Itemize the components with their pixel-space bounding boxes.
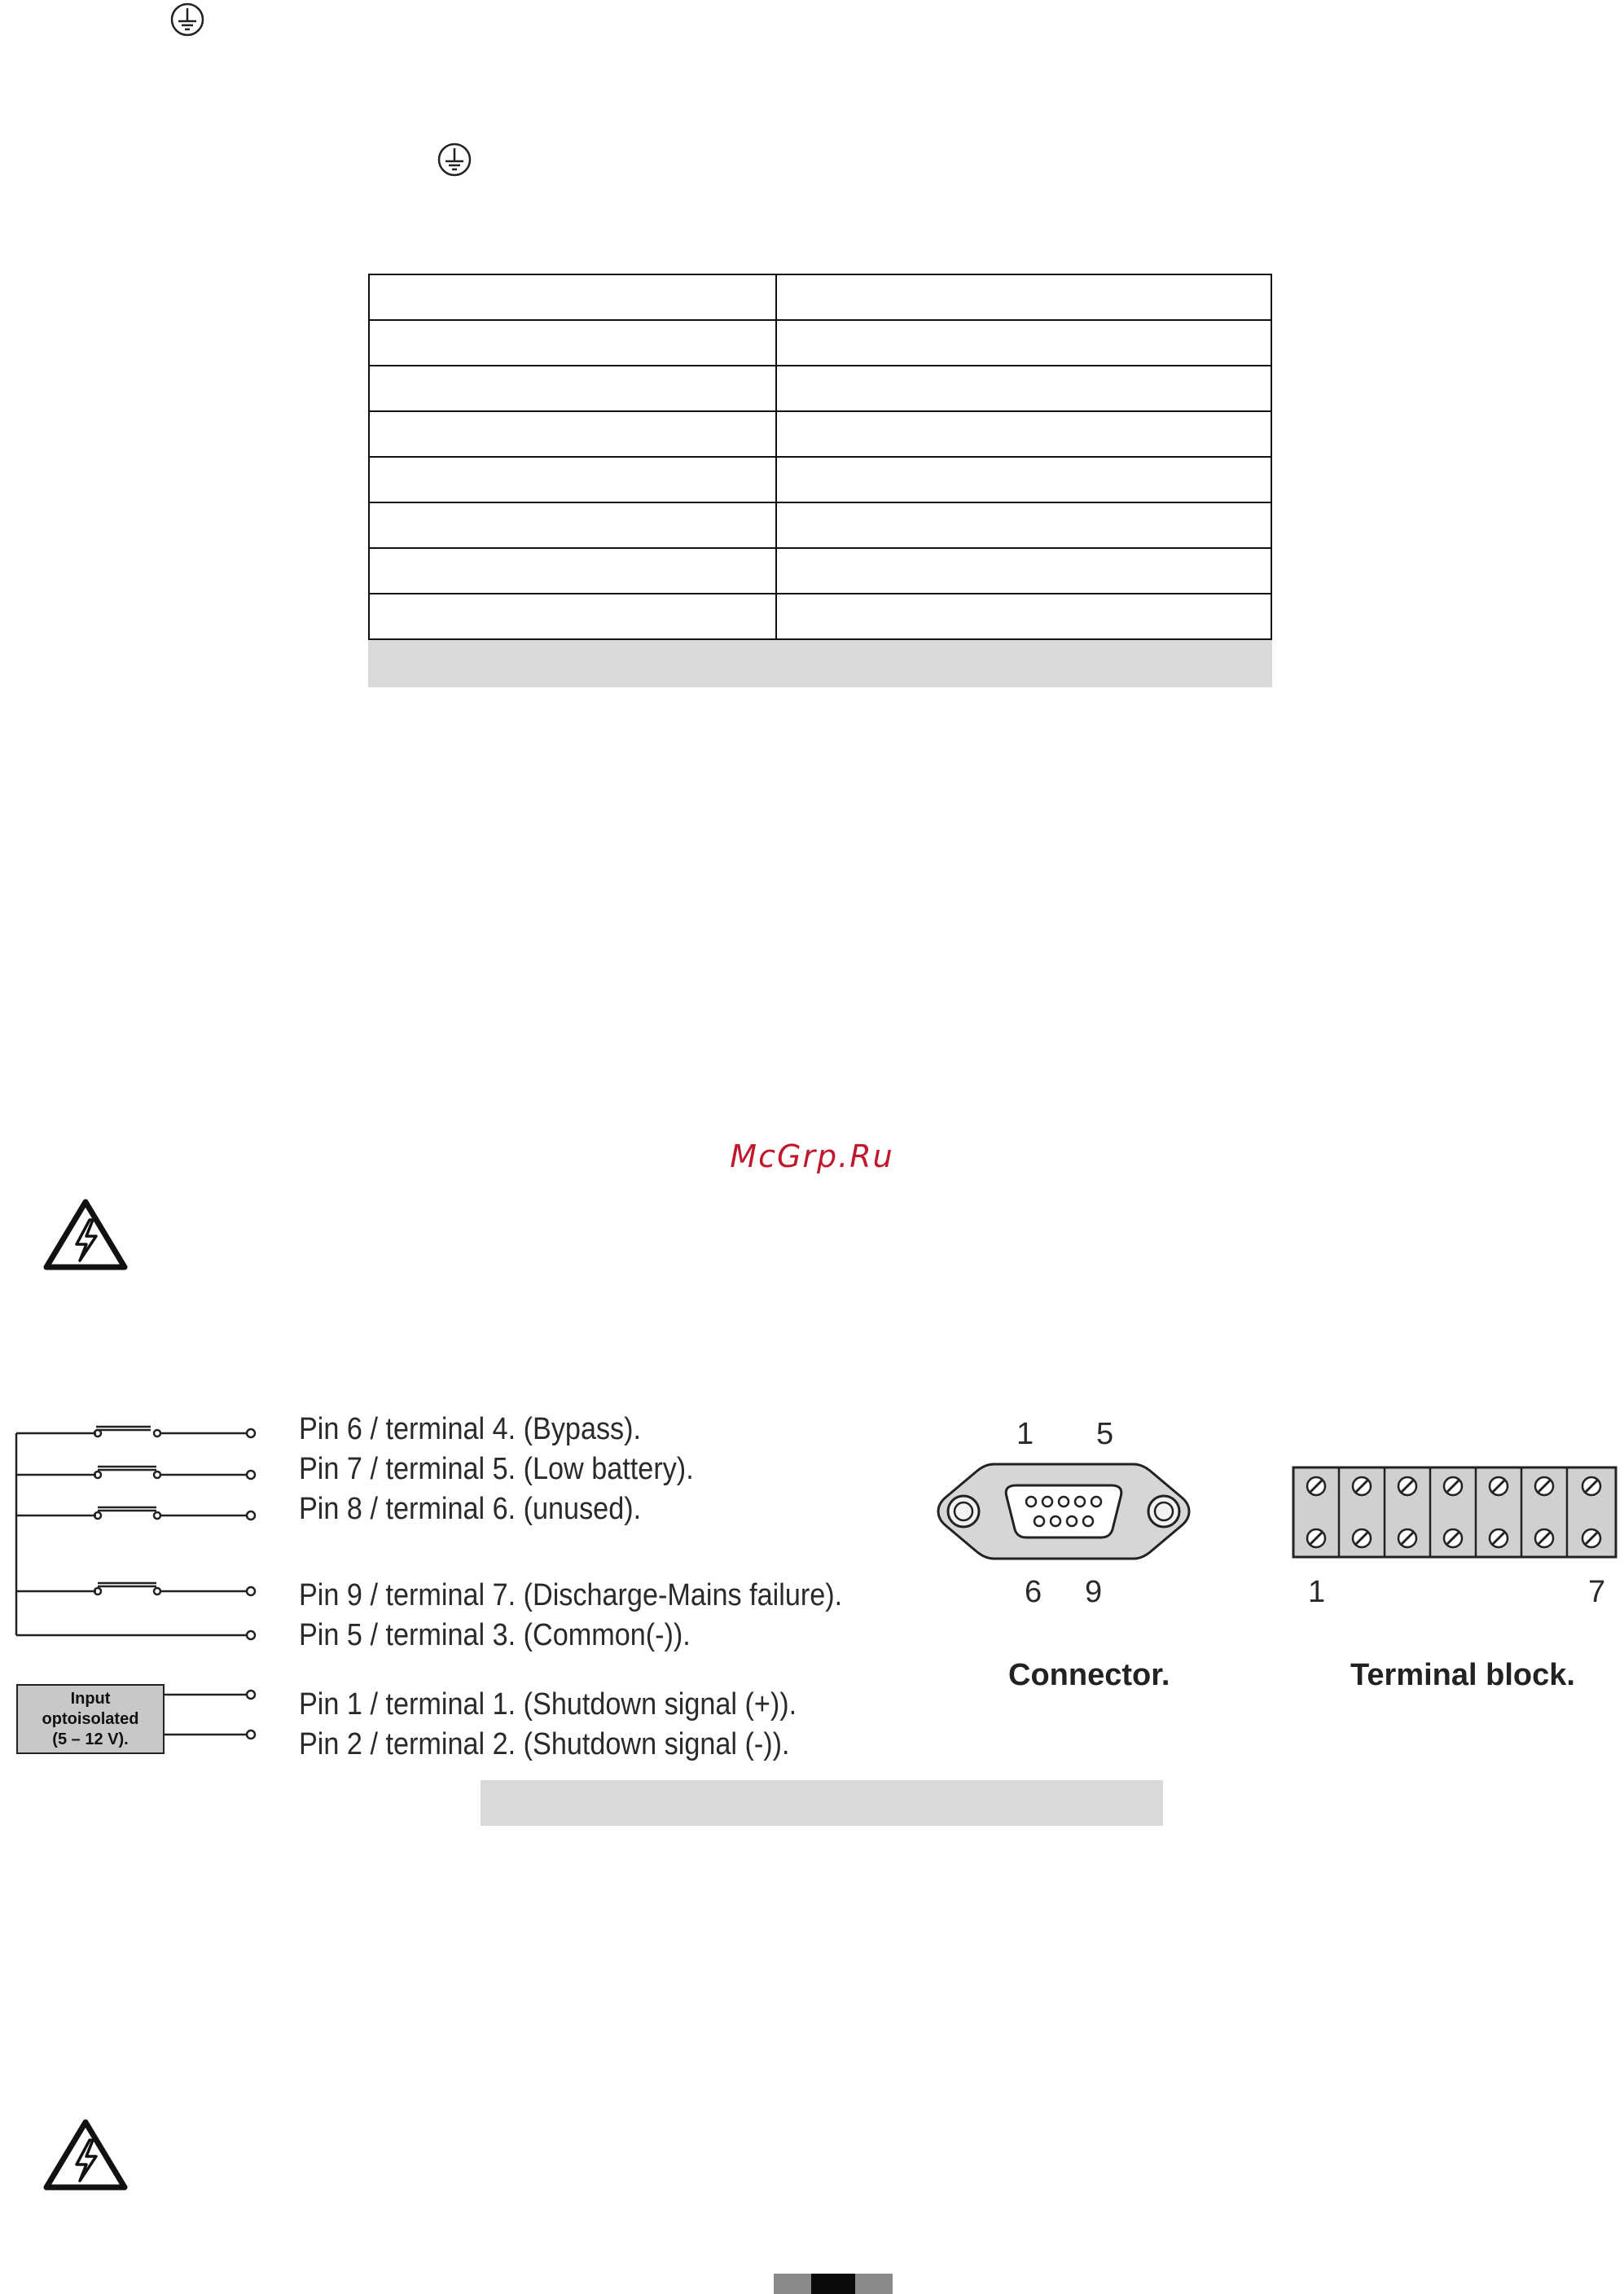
terminal-block-icon xyxy=(1292,1466,1617,1559)
pin-description: Pin 7 / terminal 5. (Low battery). xyxy=(299,1452,694,1486)
ground-symbol-icon xyxy=(437,142,472,178)
table-row xyxy=(369,594,1271,639)
pin-description: Pin 5 / terminal 3. (Common(-)). xyxy=(299,1618,691,1652)
page-number-marker xyxy=(774,2274,893,2294)
high-voltage-warning-icon xyxy=(41,1195,130,1274)
ground-symbol-icon xyxy=(169,2,205,37)
connector-label: Connector. xyxy=(1008,1658,1170,1692)
pin-description: Pin 9 / terminal 7. (Discharge-Mains failure). xyxy=(299,1578,843,1612)
data-table xyxy=(368,274,1272,687)
pin-description: Pin 2 / terminal 2. (Shutdown signal (-)). xyxy=(299,1727,790,1761)
table-row xyxy=(369,366,1271,411)
input-optoisolated-box: Input optoisolated (5 – 12 V). xyxy=(16,1684,165,1754)
table-row xyxy=(369,548,1271,594)
table-caption-bar xyxy=(368,640,1272,687)
table-row xyxy=(369,502,1271,548)
table-row xyxy=(369,411,1271,457)
table-row xyxy=(369,320,1271,366)
table-row xyxy=(369,457,1271,502)
pin-description: Pin 6 / terminal 4. (Bypass). xyxy=(299,1412,642,1446)
watermark: McGrp.Ru xyxy=(730,1138,894,1174)
connector-pin-number: 9 xyxy=(1085,1575,1103,1609)
terminal-number: 7 xyxy=(1588,1575,1606,1609)
pin-description: Pin 1 / terminal 1. (Shutdown signal (+)). xyxy=(299,1687,797,1722)
db9-connector-icon xyxy=(937,1461,1191,1562)
connector-pin-number: 5 xyxy=(1096,1417,1114,1451)
terminal-number: 1 xyxy=(1308,1575,1326,1609)
connector-pin-number: 1 xyxy=(1016,1417,1034,1451)
terminal-block-label: Terminal block. xyxy=(1350,1658,1575,1692)
connector-pin-number: 6 xyxy=(1025,1575,1042,1609)
high-voltage-warning-icon xyxy=(41,2116,130,2194)
figure-caption-bar xyxy=(481,1780,1163,1826)
table-row xyxy=(369,274,1271,320)
pin-description: Pin 8 / terminal 6. (unused). xyxy=(299,1492,642,1526)
